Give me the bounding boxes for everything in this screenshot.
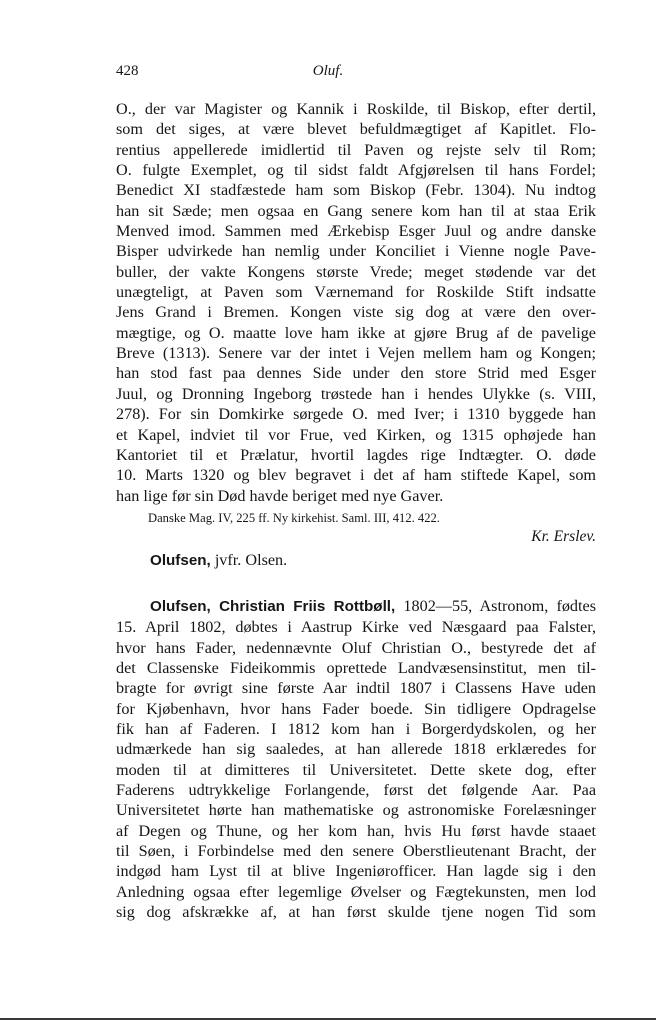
text-line: Juul, og Dronning Ingeborg trøstede han i hendes Ulykke (s. VIII, [116,384,596,403]
entry-lead-text: 1802—55, Astronom, fødtes [395,597,597,615]
text-line: som det siges, at være blevet befuldmægtiget af Kapitlet. Flo- [116,120,596,139]
entry-headword: Olufsen, Christian Friis Rottbøll, [150,598,396,615]
bibliography-reference: Danske Mag. IV, 225 ff. Ny kirkehist. Saml. III, 412. 422. [148,511,440,525]
text-line: O., der var Magister og Kannik i Roskilde, til Biskop, efter dertil, [116,100,596,118]
text-line: til Søen, i Forbindelse med den senere Oberstlieutenant Bracht, der [116,842,596,861]
text-line: af Degen og Thune, og her kom han, hvis Hu først havde staaet [116,821,596,840]
cross-reference-text: jvfr. Olsen. [210,551,288,569]
page-number: 428 [116,63,139,79]
text-line: unægteligt, at Paven som Værnemand for Roskilde Stift indsatte [116,283,596,302]
text-line: sig dog afskrække af, at han først skulde tjene nogen Tid som [116,903,596,922]
entry-headword: Olufsen, [150,552,211,569]
text-line [116,596,596,617]
text-line: udmærkede han sig saaledes, at han allerede 1818 erklæredes for [116,740,596,759]
text-line: Jens Grand i Bremen. Kongen viste sig dog at være den over- [116,303,596,322]
text-line: Menved imod. Sammen med Ærkebisp Esger Juul og andre danske [116,222,596,241]
text-line: 10. Marts 1320 og blev begravet i det af ham stiftede Kapel, som [116,466,596,485]
text-line: 15. April 1802, døbtes i Aastrup Kirke ved Næsgaard paa Falster, [116,618,596,637]
text-line: indgød ham Lyst til at blive Ingeniørofficer. Han lagde sig i den [116,862,596,881]
text-line: Faderens udtrykkelige Forlangende, først det følgende Aar. Paa [116,781,596,800]
text-line: Universitetet hørte han mathematiske og astronomiske Forelæsninger [116,801,596,820]
text-line: rentius appellerede imidlertid til Paven og rejste selv til Rom; [116,140,596,159]
text-line: buller, der vakte Kongens største Vrede; meget stødende var det [116,262,596,281]
text-line: Breve (1313). Senere var der intet i Vejen mellem ham og Kongen; [116,344,596,363]
text-line: moden til at dimitteres til Universitetet. Dette skete dog, efter [116,760,596,779]
text-line: hvor hans Fader, nedennævnte Oluf Christian O., bestyrede det af [116,638,596,657]
text-line: bragte for øvrigt sine første Aar indtil 1807 i Classens Have uden [116,679,596,698]
text-line: det Classenske Fideikommis oprettede Landvæsensinstitut, men til- [116,659,596,678]
text-line: Kantoriet til et Prælatur, hvortil lagdes rige Indtægter. O. døde [116,445,596,464]
running-title: Oluf. [312,63,344,79]
text-line: Anledning ogsaa efter legemlige Øvelser og Fægtekunsten, men lod [116,882,596,901]
entry-olufsen-christian-text [116,596,596,923]
text-line: han sit Sæde; men ogsaa en Gang senere kom han til at staa Erik [116,201,596,220]
text-line: mægtige, og O. maatte love ham ikke at gjøre Brug af de pavelige [116,323,596,342]
text-line: han stod fast paa dennes Side under den store Strid med Esger [116,364,596,383]
text-line: Bisper udvirkede han nemlig under Konciliet i Vienne nogle Pave- [116,242,596,261]
cross-reference-entry [150,551,287,570]
text-line: for Kjøbenhavn, hvor hans Fader boede. Sin tidligere Opdragelse [116,699,596,718]
text-line: O. fulgte Exemplet, og til sidst faldt Afgjørelsen til hans Fordel; [116,161,596,180]
text-line: Benedict XI stadfæstede ham som Biskop (Febr. 1304). Nu indtog [116,181,596,200]
author-signature: Kr. Erslev. [531,528,596,545]
text-line: 278). For sin Domkirke sørgede O. med Iver; i 1310 byggede han [116,405,596,424]
entry-oluf-text [116,99,596,506]
text-line: et Kapel, indviet til vor Frue, ved Kirken, og 1315 ophøjede han [116,425,596,444]
text-line: fik han af Faderen. I 1812 kom han i Borgerdydskolen, og her [116,720,596,739]
text-line: han lige før sin Død havde beriget med nye Gaver. [116,486,444,505]
page-bottom-edge [0,1018,656,1020]
